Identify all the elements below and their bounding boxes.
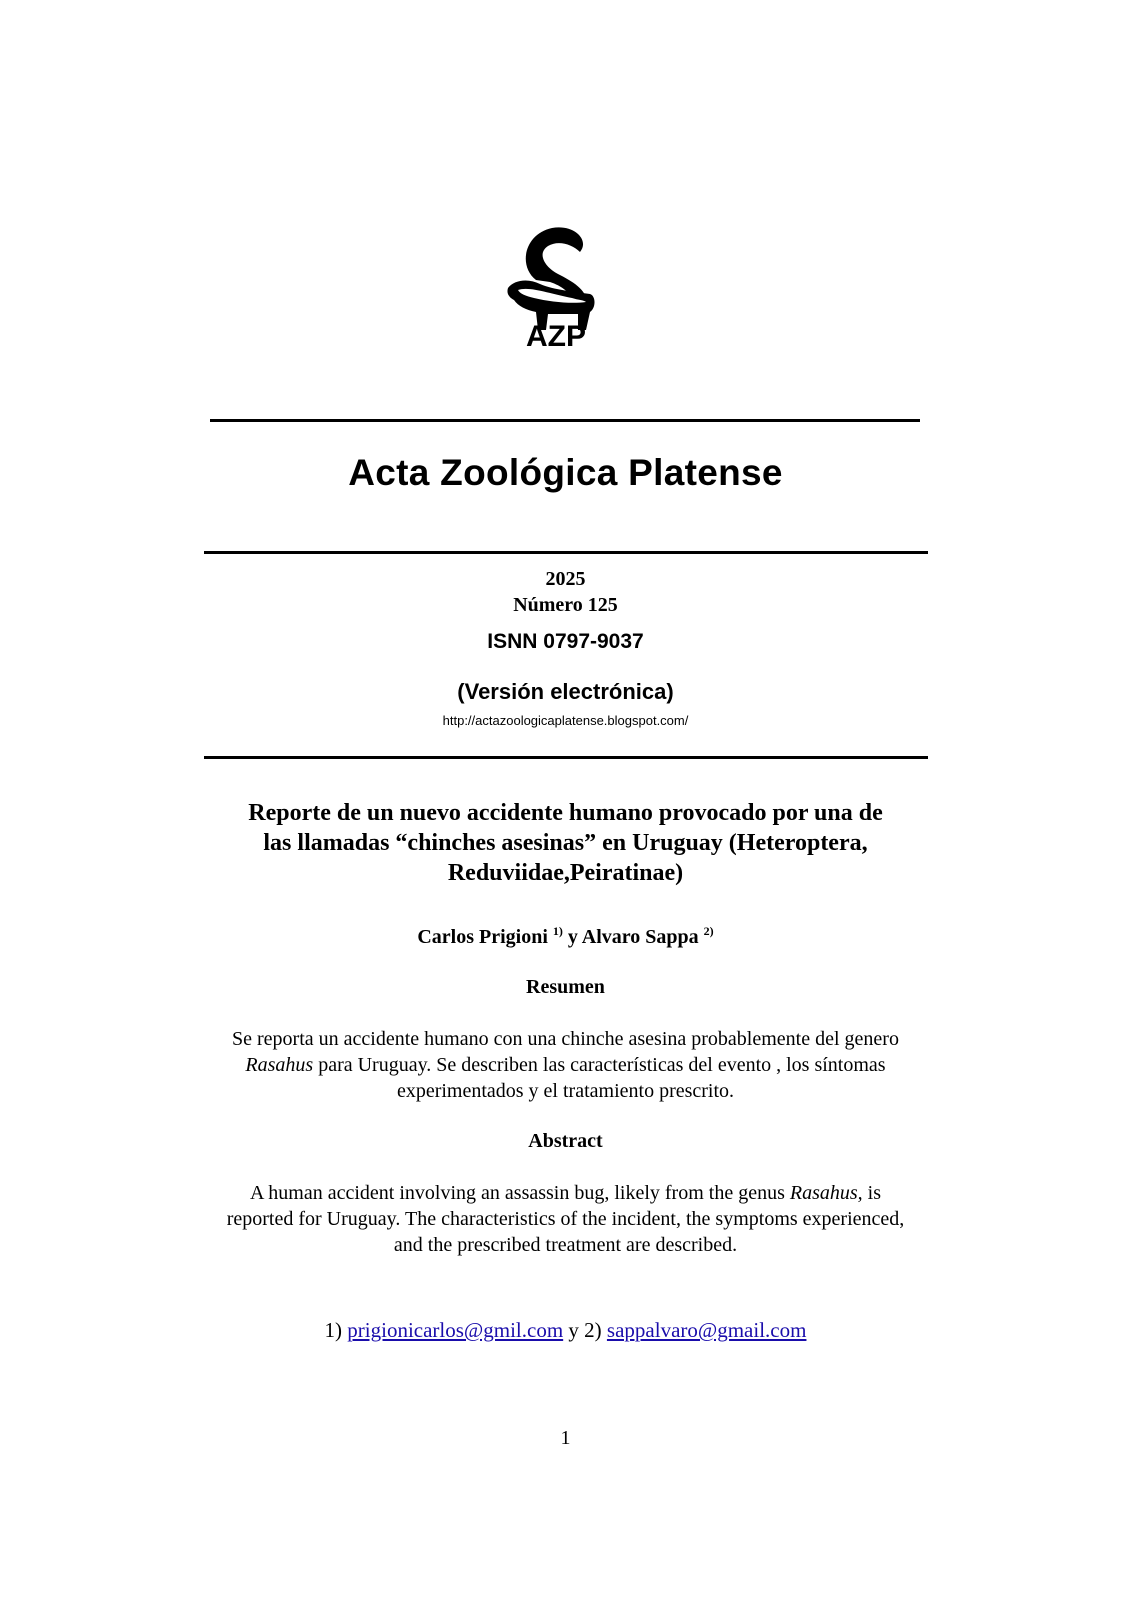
journal-name: Acta Zoológica Platense: [348, 452, 783, 493]
resumen-heading: Resumen: [526, 976, 605, 998]
abstract-line: A human accident involving an assassin bug, likely from the genus Rasahus, is: [249, 1182, 882, 1204]
header-rule-bottom: [204, 756, 928, 759]
logo-text: AZP: [526, 320, 586, 350]
header-rule-top: [210, 419, 920, 422]
version-label: (Versión electrónica): [457, 679, 674, 704]
title-line: Reduviidae,Peiratinae): [447, 860, 684, 886]
azp-skunk-logo: [506, 222, 606, 350]
issue-number: Número 125: [513, 594, 618, 616]
journal-url[interactable]: http://actazoologicaplatense.blogspot.com/: [442, 713, 689, 728]
authors: [0, 924, 1131, 949]
author-name: Carlos Prigioni: [417, 926, 548, 948]
contact-join: y 2): [568, 1318, 602, 1342]
contact-label: 1): [324, 1318, 343, 1342]
author-affiliation-mark: 1): [552, 924, 563, 938]
issue-year: 2025: [545, 568, 586, 590]
author-contacts: [0, 1318, 1131, 1343]
title-line: las llamadas “chinches asesinas” en Uruguay (Heteroptera,: [263, 830, 868, 856]
resumen-line: experimentados y el tratamiento prescrito.: [396, 1080, 735, 1102]
email-link[interactable]: prigionicarlos@gmil.com: [347, 1318, 564, 1342]
author-join: y: [567, 926, 578, 948]
article-title: [180, 798, 951, 888]
issn: ISNN 0797-9037: [487, 630, 644, 653]
genus-name: Rasahus,: [789, 1182, 863, 1204]
title-line: Reporte de un nuevo accidente humano provocado por una de: [248, 800, 883, 826]
resumen-body: [170, 1026, 961, 1104]
email-link[interactable]: sappalvaro@gmail.com: [606, 1318, 807, 1342]
header-rule-middle: [204, 551, 928, 554]
resumen-line: Se reporta un accidente humano con una chinche asesina probablemente del genero: [232, 1028, 899, 1050]
abstract-heading: Abstract: [528, 1130, 603, 1152]
abstract-body: [170, 1180, 961, 1258]
author-affiliation-mark: 2): [703, 924, 714, 938]
abstract-line: reported for Uruguay. The characteristics of the incident, the symptoms experienced,: [226, 1208, 905, 1230]
genus-name: Rasahus: [245, 1054, 314, 1076]
resumen-line: Rasahus para Uruguay. Se describen las características del evento , los síntomas: [245, 1054, 886, 1076]
abstract-line: and the prescribed treatment are described.: [393, 1234, 738, 1256]
author-name: Alvaro Sappa: [581, 926, 699, 948]
page-number: 1: [560, 1427, 571, 1449]
